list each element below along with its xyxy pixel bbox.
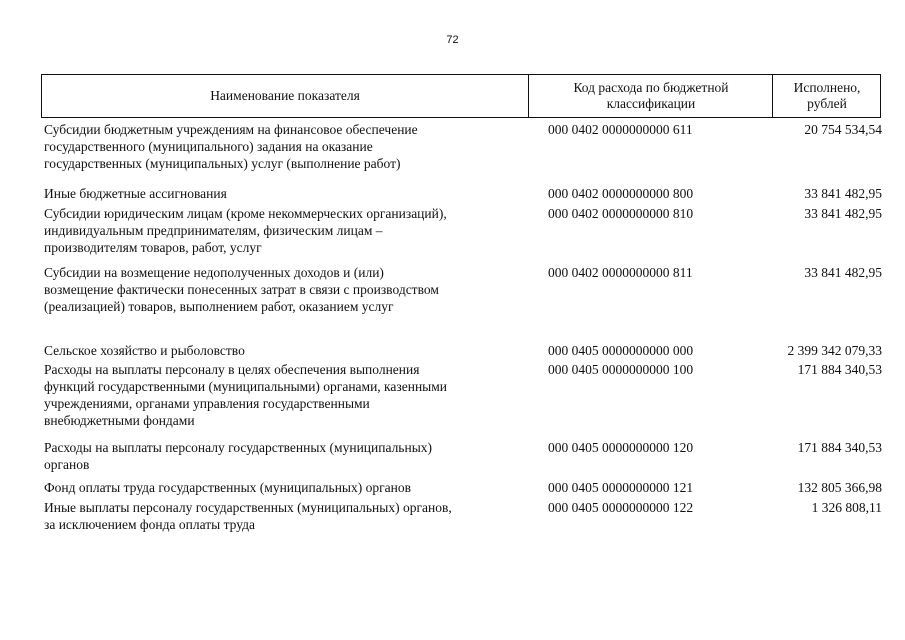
row-name-line: органов (44, 457, 90, 472)
row-amount: 33 841 482,95 (804, 265, 882, 280)
row-name-line: индивидуальным предпринимателям, физическим лицам – (44, 223, 383, 238)
row-code: 000 0405 0000000000 122 (548, 500, 694, 515)
row-amount: 33 841 482,95 (804, 206, 882, 221)
row-name-line: Субсидии бюджетным учреждениям на финансовое обеспечение (44, 122, 418, 137)
row-name-line: Иные выплаты персоналу государственных (муниципальных) органов, (44, 500, 452, 515)
row-name (44, 264, 536, 315)
row-name (44, 205, 536, 256)
row-name-line: функций государственными (муниципальными) органами, казенными (44, 379, 448, 394)
column-header-done: Исполнено, рублей (772, 75, 881, 117)
row-name-line: Фонд оплаты труда государственных (муниципальных) органов (44, 480, 411, 495)
row-name-line: государственных (муниципальных) услуг (выполнение работ) (44, 156, 401, 171)
row-amount: 20 754 534,54 (804, 122, 882, 137)
column-header-code: Код расхода по бюджетной классификации (528, 75, 773, 117)
row-name (44, 121, 536, 172)
row-amount: 33 841 482,95 (804, 186, 882, 201)
row-name-line: Сельское хозяйство и рыболовство (44, 343, 245, 358)
row-name-line: Субсидии на возмещение недополученных доходов и (или) (44, 265, 384, 280)
column-header-name: Наименование показателя (210, 88, 360, 103)
row-amount: 132 805 366,98 (797, 480, 882, 495)
row-name-line: государственного (муниципального) задания на оказание (44, 139, 373, 154)
row-name-line: за исключением фонда оплаты труда (44, 517, 255, 532)
row-name-line: производителям товаров, работ, услуг (44, 240, 262, 255)
row-name (44, 499, 536, 533)
row-name-line: возмещение фактически понесенных затрат в связи с производством (44, 282, 439, 297)
row-code: 000 0402 0000000000 811 (548, 265, 693, 280)
row-name-line: Расходы на выплаты персоналу в целях обеспечения выполнения (44, 362, 420, 377)
row-code: 000 0402 0000000000 611 (548, 122, 693, 137)
row-name-line: (реализацией) товаров, выполнением работ, оказанием услуг (44, 299, 394, 314)
row-name (44, 342, 536, 359)
row-name (44, 439, 536, 473)
row-name (44, 479, 536, 496)
row-code: 000 0405 0000000000 120 (548, 440, 694, 455)
row-code: 000 0402 0000000000 800 (548, 186, 694, 201)
row-name-line: Расходы на выплаты персоналу государственных (муниципальных) (44, 440, 433, 455)
row-amount: 1 326 808,11 (811, 500, 882, 515)
row-name-line: внебюджетными фондами (44, 413, 195, 428)
row-name-line: Субсидии юридическим лицам (кроме некоммерческих организаций), (44, 206, 447, 221)
row-name-line: учреждениями, органами управления государственными (44, 396, 370, 411)
row-code: 000 0405 0000000000 121 (548, 480, 694, 495)
row-name (44, 361, 536, 429)
row-code: 000 0402 0000000000 810 (548, 206, 694, 221)
page-number: 72 (446, 34, 459, 46)
row-code: 000 0405 0000000000 000 (548, 343, 694, 358)
row-name (44, 185, 536, 202)
row-amount: 171 884 340,53 (797, 440, 882, 455)
row-code: 000 0405 0000000000 100 (548, 362, 694, 377)
row-amount: 2 399 342 079,33 (787, 343, 882, 358)
row-name-line: Иные бюджетные ассигнования (44, 186, 227, 201)
row-amount: 171 884 340,53 (797, 362, 882, 377)
